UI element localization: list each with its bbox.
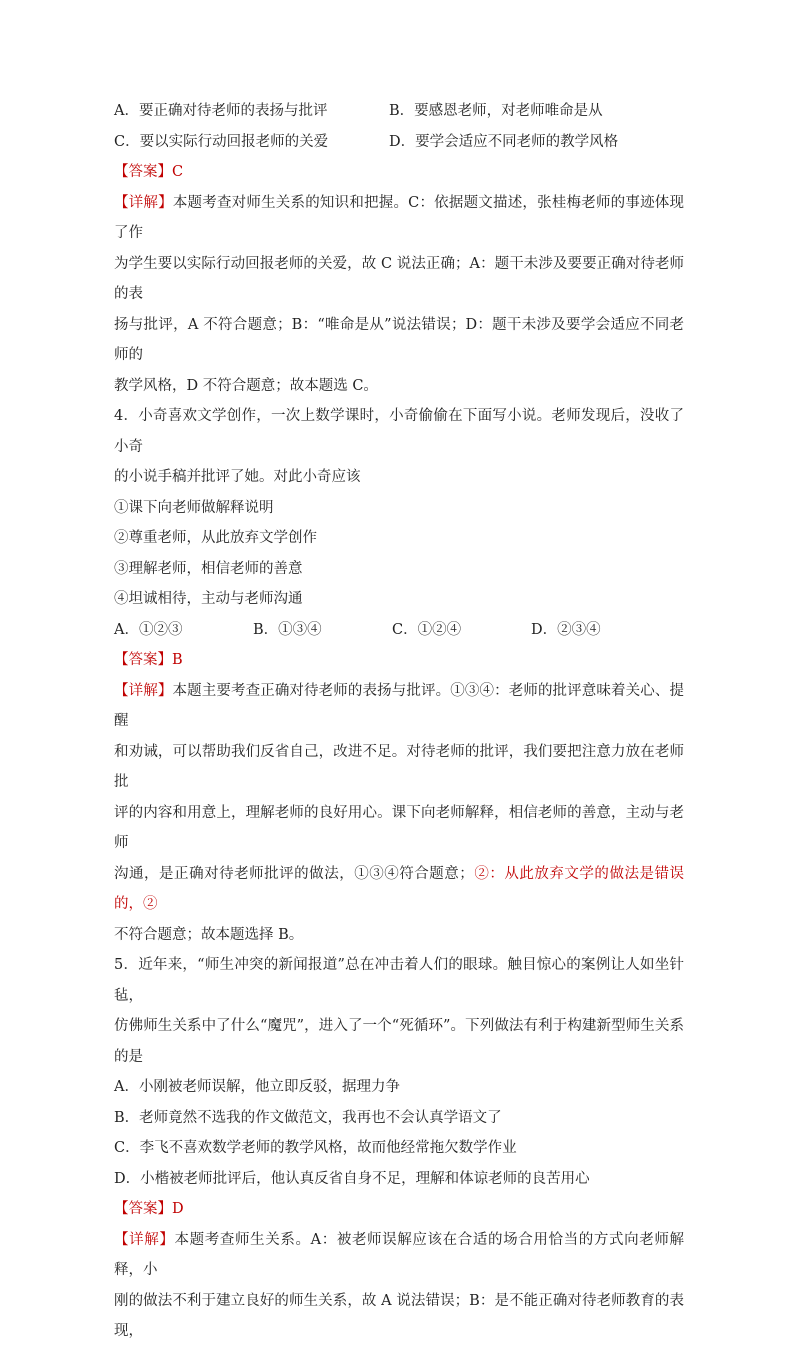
q3-option-d[interactable]: D．要学会适应不同老师的教学风格 xyxy=(389,133,619,150)
q3-detail-line-3: 扬与批评，A 不符合题意；B：“唯命是从”说法错误；D：题干未涉及要学会适应不同老师的 xyxy=(114,316,684,363)
q5-option-b[interactable]: B．老师竟然不选我的作文做范文，我再也不会认真学语文了 xyxy=(114,1109,502,1126)
q4-option-d[interactable]: D．②③④ xyxy=(531,621,601,638)
q3-detail xyxy=(114,188,684,402)
q4-statement-1: ①课下向老师做解释说明 xyxy=(114,499,274,516)
q4-statement-4: ④坦诚相待，主动与老师沟通 xyxy=(114,591,303,607)
q4-option-c[interactable]: C．①②④ xyxy=(392,621,462,638)
q3-detail-line-1: 本题考查对师生关系的知识和把握。C：依据题文描述，张桂梅老师的事迹体现了作 xyxy=(114,194,685,241)
q5-answer-label: 【答案】 xyxy=(114,1201,172,1217)
q4-answer xyxy=(114,645,684,676)
q3-detail-line-4: 教学风格，D 不符合题意；故本题选 C。 xyxy=(114,377,378,394)
q5-stem xyxy=(114,950,684,1072)
q5-detail xyxy=(114,1225,684,1347)
q5-stem-line-1: 5．近年来，“师生冲突的新闻报道”总在冲击着人们的眼球。触目惊心的案例让人如坐针毡， xyxy=(114,957,684,1004)
q3-option-b[interactable]: B．要感恩老师，对老师唯命是从 xyxy=(389,103,603,119)
q3-options-row-1 xyxy=(114,96,684,127)
q5-option-d[interactable]: D．小楷被老师批评后，他认真反省自身不足，理解和体谅老师的良苦用心 xyxy=(114,1170,590,1187)
q3-answer-value: C xyxy=(172,164,184,180)
q3-detail-label: 【详解】 xyxy=(114,194,173,211)
q3-option-a[interactable]: A．要正确对待老师的表扬与批评 xyxy=(114,103,328,119)
q4-detail xyxy=(114,676,684,951)
q4-stem-line-1: 4．小奇喜欢文学创作，一次上数学课时，小奇偷偷在下面写小说。老师发现后，没收了小奇 xyxy=(114,408,684,455)
q5-detail-line-1: 本题考查师生关系。A：被老师误解应该在合适的场合用恰当的方式向老师解释，小 xyxy=(114,1231,685,1278)
q4-detail-line-3: 评的内容和用意上，理解老师的良好用心。课下向老师解释，相信老师的善意，主动与老师 xyxy=(114,804,684,851)
q4-stem xyxy=(114,401,684,493)
q4-statement-2: ②尊重老师，从此放弃文学创作 xyxy=(114,530,317,546)
q4-detail-line-5: 不符合题意；故本题选择 B。 xyxy=(114,926,304,943)
q4-answer-label: 【答案】 xyxy=(114,652,172,668)
q4-detail-line-1: 本题主要考查正确对待老师的表扬与批评。①③④：老师的批评意味着关心、提醒 xyxy=(114,682,685,729)
q5-option-c[interactable]: C．李飞不喜欢数学老师的教学风格，故而他经常拖欠数学作业 xyxy=(114,1140,517,1156)
q5-detail-label: 【详解】 xyxy=(114,1231,175,1248)
q4-statement-3: ③理解老师，相信老师的善意 xyxy=(114,560,303,577)
q5-option-a[interactable]: A．小刚被老师误解，他立即反驳，据理力争 xyxy=(114,1079,400,1095)
q5-answer xyxy=(114,1194,684,1225)
q5-stem-line-2: 仿佛师生关系中了什么“魔咒”，进入了一个“死循环”。下列做法有利于构建新型师生关系的是 xyxy=(114,1018,684,1065)
q3-options-row-2 xyxy=(114,127,684,158)
q4-stem-line-2: 的小说手稿并批评了她。对此小奇应该 xyxy=(114,469,361,485)
q4-detail-label: 【详解】 xyxy=(114,682,173,699)
q3-detail-line-2: 为学生要以实际行动回报老师的关爱，故 C 说法正确；A：题干未涉及要要正确对待老师的表 xyxy=(114,255,684,302)
q4-answer-value: B xyxy=(172,652,183,668)
q4-option-b[interactable]: B．①③④ xyxy=(253,621,322,638)
q3-answer xyxy=(114,157,684,188)
q4-options xyxy=(114,615,684,646)
q3-answer-label: 【答案】 xyxy=(114,164,172,180)
document-content xyxy=(114,96,684,1347)
q3-option-c[interactable]: C．要以实际行动回报老师的关爱 xyxy=(114,133,329,150)
q4-option-a[interactable]: A．①②③ xyxy=(114,621,183,638)
q4-detail-mark: ②：从此放弃文学的做法是错误的，② xyxy=(114,865,685,912)
q5-answer-value: D xyxy=(172,1201,184,1217)
q5-detail-line-2: 刚的做法不利于建立良好的师生关系，故 A 说法错误；B：是不能正确对待老师教育的表现， xyxy=(114,1292,684,1339)
q4-detail-line-2: 和劝诫，可以帮助我们反省自己，改进不足。对待老师的批评，我们要把注意力放在老师批 xyxy=(114,743,684,790)
q4-detail-line-4: 沟通，是正确对待老师批评的做法，①③④符合题意； xyxy=(114,865,474,882)
